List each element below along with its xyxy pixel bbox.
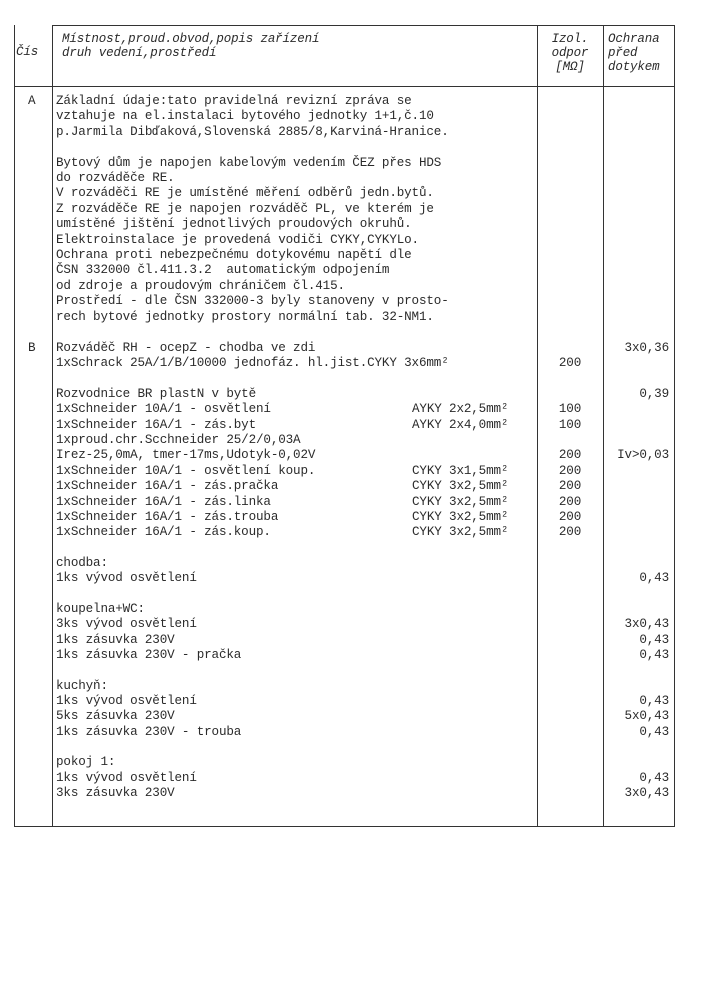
row-description: 1xSchneider 10A/1 - osvětlení koup. bbox=[56, 463, 316, 478]
section-a-line: do rozváděče RE. bbox=[56, 171, 175, 185]
row-insulation-value: 200 bbox=[558, 509, 582, 524]
row-description: 1xSchneider 16A/1 - zás.linka bbox=[56, 494, 271, 509]
row-protection-value: 0,43 bbox=[639, 724, 669, 739]
row-description: 1xproud.chr.Scchneider 25/2/0,03A bbox=[56, 433, 301, 448]
row-insulation-value: 100 bbox=[558, 417, 582, 432]
header-bottom-border bbox=[14, 86, 675, 87]
table-right-border bbox=[674, 25, 675, 826]
row-description: 1xSchneider 16A/1 - zás.byt bbox=[56, 417, 257, 432]
section-a-line: umístěné jištění jednotlivých proudových okruhů. bbox=[56, 217, 412, 232]
header-col-description-line1: Místnost,proud.obvod,popis zařízení bbox=[62, 32, 320, 46]
section-a-line: Bytový dům je napojen kabelovým vedením ČEZ přes HDS bbox=[56, 155, 442, 170]
row-insulation-value: 200 bbox=[558, 448, 582, 463]
row-protection-value: 5x0,43 bbox=[624, 709, 669, 724]
table-bottom-border bbox=[14, 826, 675, 827]
row-cable: AYKY 2x2,5mm² bbox=[412, 402, 509, 417]
row-description: 1xSchneider 16A/1 - zás.koup. bbox=[56, 525, 271, 540]
header-col-insulation-unit: [MΩ] bbox=[555, 60, 585, 74]
row-description: kuchyň: bbox=[56, 678, 108, 693]
row-protection-value: 3x0,43 bbox=[624, 786, 669, 801]
section-a-label: A bbox=[28, 94, 36, 108]
section-a-line: Základní údaje:tato pravidelná revizní zpráva se bbox=[56, 94, 412, 108]
section-a-line: Prostředí - dle ČSN 332000-3 byly stanoveny v prosto- bbox=[56, 294, 449, 309]
row-insulation-value: 100 bbox=[558, 402, 582, 417]
row-protection-value: 0,43 bbox=[639, 571, 669, 586]
row-description: 1ks vývod osvětlení bbox=[56, 694, 197, 709]
row-description: 1xSchneider 16A/1 - zás.pračka bbox=[56, 479, 279, 494]
row-description: 1xSchneider 10A/1 - osvětlení bbox=[56, 402, 271, 417]
row-protection-value: 0,43 bbox=[639, 648, 669, 662]
row-cable: AYKY 2x4,0mm² bbox=[412, 417, 509, 432]
row-description: 1xSchrack 25A/1/B/10000 jednofáz. hl.jist.CYKY 3x6mm² bbox=[56, 356, 449, 371]
row-cable: CYKY 3x2,5mm² bbox=[412, 494, 509, 509]
row-insulation-value: 200 bbox=[558, 479, 582, 494]
section-a-line: Ochrana proti nebezpečnému dotykovému napětí dle bbox=[56, 248, 412, 262]
row-insulation-value: 200 bbox=[558, 525, 582, 540]
col-divider-1 bbox=[52, 25, 53, 826]
section-b-label: B bbox=[28, 341, 36, 355]
row-description: 5ks zásuvka 230V bbox=[56, 709, 175, 724]
header-col-protection-line3: dotykem bbox=[608, 60, 660, 74]
row-description: 3ks zásuvka 230V bbox=[56, 786, 175, 801]
row-description: 1ks zásuvka 230V - pračka bbox=[56, 648, 242, 662]
row-description: 1ks zásuvka 230V bbox=[56, 632, 175, 647]
row-insulation-value: 200 bbox=[558, 463, 582, 478]
row-protection-value: 3x0,36 bbox=[624, 341, 669, 355]
header-col-insulation-line1: Izol. bbox=[551, 32, 589, 46]
row-description: 1ks vývod osvětlení bbox=[56, 770, 197, 785]
header-col-protection-line1: Ochrana bbox=[608, 32, 660, 46]
row-cable: CYKY 3x2,5mm² bbox=[412, 479, 509, 494]
header-col-insulation-line2: odpor bbox=[551, 46, 589, 60]
row-description: pokoj 1: bbox=[56, 755, 116, 770]
section-a-line: V rozváděči RE je umístěné měření odběrů jedn.bytů. bbox=[56, 186, 434, 201]
row-description: 1ks zásuvka 230V - trouba bbox=[56, 724, 242, 739]
row-cable: CYKY 3x1,5mm² bbox=[412, 463, 509, 478]
row-protection-value: Iv>0,03 bbox=[617, 448, 669, 463]
row-description: Rozváděč RH - ocepZ - chodba ve zdi bbox=[56, 341, 316, 355]
header-col-description-line2: druh vedení,prostředí bbox=[62, 46, 217, 60]
row-description: koupelna+WC: bbox=[56, 601, 145, 616]
row-protection-value: 3x0,43 bbox=[624, 617, 669, 632]
table-left-border bbox=[14, 25, 15, 826]
row-protection-value: 0,39 bbox=[639, 387, 669, 402]
section-a-line: od zdroje a proudovým chráničem čl.415. bbox=[56, 278, 345, 293]
section-a-line: vztahuje na el.instalaci bytového jednotky 1+1,č.10 bbox=[56, 109, 434, 124]
table-top-border bbox=[52, 25, 675, 26]
header-col-protection-line2: před bbox=[608, 46, 638, 60]
row-description: 1xSchneider 16A/1 - zás.trouba bbox=[56, 509, 279, 524]
row-insulation-value: 200 bbox=[558, 494, 582, 509]
row-description: 3ks vývod osvětlení bbox=[56, 617, 197, 632]
header-col-number: Čís bbox=[16, 45, 39, 59]
section-a-line: p.Jarmila Dibďaková,Slovenská 2885/8,Karviná-Hranice. bbox=[56, 124, 449, 139]
row-cable: CYKY 3x2,5mm² bbox=[412, 525, 509, 540]
row-description: Irez-25,0mA, tmer-17ms,Udotyk-0,02V bbox=[56, 448, 316, 463]
row-protection-value: 0,43 bbox=[639, 632, 669, 647]
section-a-line: Elektroinstalace je provedená vodiči CYKY,CYKYLo. bbox=[56, 232, 419, 247]
section-a-line: rech bytové jednotky prostory normální tab. 32-NM1. bbox=[56, 309, 434, 324]
row-protection-value: 0,43 bbox=[639, 694, 669, 709]
row-insulation-value: 200 bbox=[558, 356, 582, 371]
section-a-line: Z rozváděče RE je napojen rozváděč PL, ve kterém je bbox=[56, 201, 434, 216]
row-cable: CYKY 3x2,5mm² bbox=[412, 509, 509, 524]
row-description: 1ks vývod osvětlení bbox=[56, 571, 197, 586]
row-description: Rozvodnice BR plastN v bytě bbox=[56, 387, 257, 402]
section-a-line: ČSN 332000 čl.411.3.2 automatickým odpojením bbox=[56, 263, 390, 278]
row-description: chodba: bbox=[56, 555, 108, 570]
row-protection-value: 0,43 bbox=[639, 770, 669, 785]
